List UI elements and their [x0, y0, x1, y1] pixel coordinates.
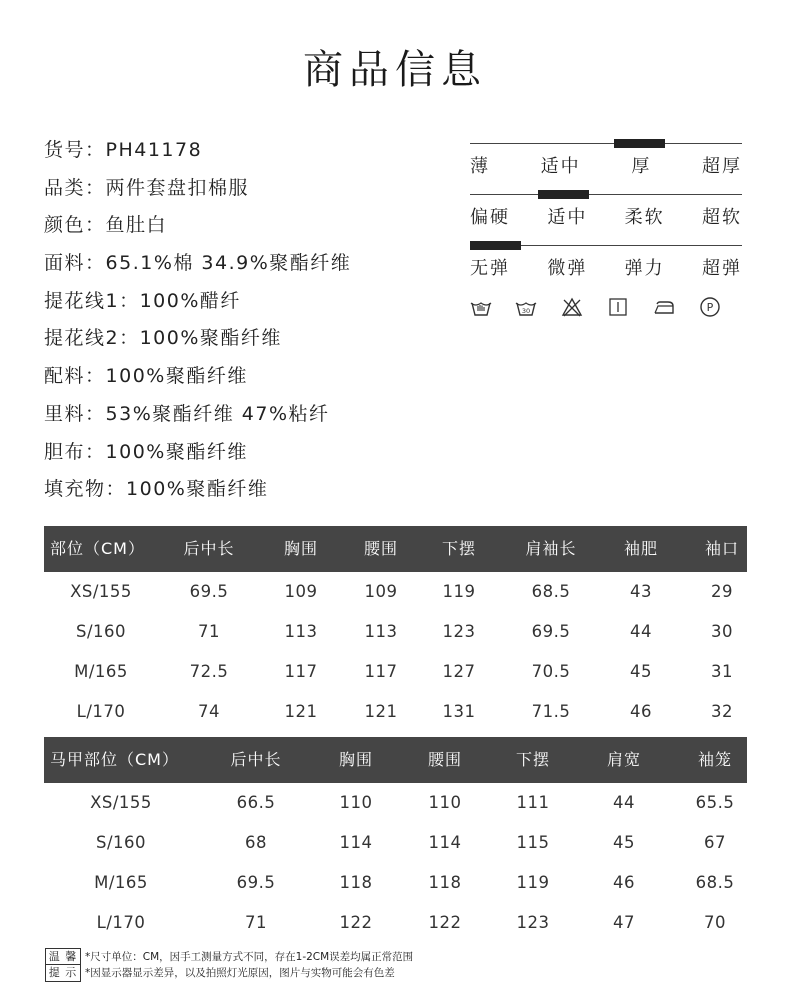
scale-label: 弹力 [624, 258, 665, 279]
info-row [44, 436, 444, 474]
info-row [44, 209, 444, 247]
size-cell: M/165 [74, 662, 128, 681]
measure-cell: 68.5 [695, 873, 735, 892]
measure-cell: 114 [339, 833, 373, 852]
info-label: 颜色： [44, 214, 106, 237]
table-row [44, 692, 747, 732]
measure-cell: 119 [442, 582, 476, 601]
info-label: 提花线1： [44, 289, 140, 312]
table-body [44, 572, 747, 732]
size-cell: L/170 [76, 702, 126, 721]
header-cell: 马甲部位（CM） [50, 750, 179, 769]
line-dry-icon [607, 296, 629, 318]
measure-cell: 31 [711, 662, 733, 681]
measure-cell: 131 [442, 702, 476, 721]
measure-cell: 71.5 [531, 702, 571, 721]
info-row [44, 247, 444, 285]
size-cell: XS/155 [70, 582, 132, 601]
scale-label: 无弹 [470, 258, 510, 279]
scale-label: 微弹 [547, 258, 588, 279]
measure-cell: 66.5 [236, 793, 276, 812]
measure-cell: 68 [245, 833, 267, 852]
measure-cell: 68.5 [531, 582, 571, 601]
measure-cell: 30 [711, 622, 733, 641]
header-cell: 后中长 [183, 539, 235, 558]
measure-cell: 117 [284, 662, 318, 681]
measure-cell: 44 [630, 622, 652, 641]
measure-cell: 72.5 [189, 662, 229, 681]
info-value: 100%聚酯纤维 [139, 327, 282, 350]
size-cell: XS/155 [90, 793, 152, 812]
table-row [44, 863, 747, 903]
tips-label-bottom: 提 示 [46, 964, 80, 980]
info-row [44, 473, 444, 511]
info-label: 面料： [44, 252, 106, 275]
header-cell: 腰围 [427, 750, 463, 769]
info-row [44, 285, 444, 323]
info-value: 100%聚酯纤维 [126, 478, 269, 501]
scale-label: 超弹 [701, 258, 742, 279]
measure-cell: 118 [428, 873, 462, 892]
measure-cell: 113 [284, 622, 318, 641]
scale-line [470, 194, 742, 195]
measure-cell: 45 [613, 833, 635, 852]
softness-scale [470, 189, 742, 240]
info-value: 两件套盘扣棉服 [105, 176, 250, 199]
page-title: 商品信息 [303, 47, 487, 93]
table-row [44, 612, 747, 652]
table-row [44, 572, 747, 612]
info-row [44, 322, 444, 360]
header-cell: 下摆 [441, 539, 477, 558]
info-label: 配料： [44, 365, 106, 388]
table-header [44, 737, 747, 783]
measure-cell: 47 [613, 913, 635, 932]
measure-cell: 118 [339, 873, 373, 892]
measure-cell: 74 [198, 702, 220, 721]
header-cell: 部位（CM） [50, 539, 145, 558]
info-value: PH41178 [105, 139, 203, 161]
info-value: 100%聚酯纤维 [105, 440, 248, 463]
measure-cell: 32 [711, 702, 733, 721]
scale-label: 超厚 [701, 156, 742, 177]
measure-cell: 127 [442, 662, 476, 681]
measure-cell: 71 [245, 913, 267, 932]
measure-cell: 122 [339, 913, 373, 932]
header-cell: 胸围 [338, 750, 374, 769]
tip-note: *尺寸单位：CM，因手工测量方式不同，存在1-2CM误差均属正常范围 [85, 951, 414, 963]
do-not-bleach-icon [561, 296, 583, 318]
header-cell: 下摆 [515, 750, 551, 769]
info-label: 品类： [44, 176, 106, 199]
header-cell: 袖笼 [697, 750, 733, 769]
measure-cell: 69.5 [531, 622, 571, 641]
table-row [44, 783, 747, 823]
product-info-list [44, 134, 444, 511]
scale-label: 适中 [547, 207, 588, 228]
measure-cell: 109 [284, 582, 318, 601]
measure-cell: 70.5 [531, 662, 571, 681]
info-row [44, 134, 444, 172]
header-cell: 袖肥 [623, 539, 659, 558]
measure-cell: 114 [428, 833, 462, 852]
table-header [44, 526, 747, 572]
measure-cell: 119 [516, 873, 550, 892]
info-label: 胆布： [44, 440, 106, 463]
measure-cell: 65.5 [695, 793, 735, 812]
table-row [44, 903, 747, 943]
measure-cell: 69.5 [236, 873, 276, 892]
info-label: 里料： [44, 402, 106, 425]
table-row [44, 823, 747, 863]
measure-cell: 46 [630, 702, 652, 721]
measure-cell: 111 [516, 793, 550, 812]
tips-notes [85, 949, 413, 981]
scale-marker [470, 241, 521, 250]
size-cell: S/160 [95, 833, 147, 852]
elasticity-scale [470, 240, 742, 291]
scale-marker [538, 190, 589, 199]
measure-cell: 115 [516, 833, 550, 852]
info-value: 53%聚酯纤维 47%粘纤 [105, 402, 330, 425]
info-row [44, 398, 444, 436]
size-cell: M/165 [94, 873, 148, 892]
header-cell: 腰围 [363, 539, 399, 558]
care-symbols [470, 296, 730, 320]
measure-cell: 29 [711, 582, 733, 601]
measure-cell: 71 [198, 622, 220, 641]
measure-cell: 46 [613, 873, 635, 892]
measure-cell: 110 [428, 793, 462, 812]
scale-marker [614, 139, 665, 148]
table-row [44, 652, 747, 692]
size-cell: S/160 [75, 622, 127, 641]
measure-cell: 123 [442, 622, 476, 641]
tip-note: *因显示器显示差异，以及拍照灯光原因，图片与实物可能会有色差 [85, 967, 395, 979]
scale-label: 厚 [631, 156, 652, 177]
info-value: 鱼肚白 [105, 214, 168, 237]
measure-cell: 123 [516, 913, 550, 932]
tips-label-top: 温 馨 [48, 950, 78, 963]
size-cell: L/170 [96, 913, 146, 932]
hand-wash-icon [470, 296, 492, 318]
info-row [44, 172, 444, 210]
measure-cell: 69.5 [189, 582, 229, 601]
info-label: 货号： [44, 139, 106, 161]
info-value: 100%聚酯纤维 [105, 365, 248, 388]
measure-cell: 109 [364, 582, 398, 601]
dry-clean-text: P [706, 301, 714, 314]
scale-line [470, 143, 742, 144]
measure-cell: 110 [339, 793, 373, 812]
scale-label: 偏硬 [470, 207, 510, 228]
footer-tips [45, 948, 745, 982]
measure-cell: 117 [364, 662, 398, 681]
measure-cell: 122 [428, 913, 462, 932]
info-value: 65.1%棉 34.9%聚酯纤维 [105, 252, 352, 275]
thickness-scale [470, 138, 742, 189]
measure-cell: 44 [613, 793, 635, 812]
scale-label: 柔软 [624, 207, 665, 228]
machine-wash-30-icon [515, 296, 537, 318]
header-cell: 肩宽 [606, 750, 642, 769]
info-label: 提花线2： [44, 327, 140, 350]
measure-cell: 113 [364, 622, 398, 641]
dry-clean-p-icon [699, 296, 721, 318]
header-cell: 肩袖长 [525, 539, 577, 558]
header-cell: 袖口 [704, 539, 740, 558]
info-row [44, 360, 444, 398]
size-table-main [44, 526, 747, 732]
measure-cell: 121 [284, 702, 318, 721]
scale-label: 超软 [701, 207, 742, 228]
measure-cell: 45 [630, 662, 652, 681]
fabric-scales [470, 138, 742, 291]
measure-cell: 43 [630, 582, 652, 601]
tips-box [45, 948, 81, 982]
measure-cell: 121 [364, 702, 398, 721]
measure-cell: 67 [704, 833, 726, 852]
header-cell: 后中长 [230, 750, 282, 769]
info-label: 填充物： [44, 478, 127, 501]
table-body [44, 783, 747, 943]
size-table-vest [44, 737, 747, 943]
scale-label: 薄 [470, 156, 490, 177]
header-cell: 胸围 [283, 539, 319, 558]
info-value: 100%醋纤 [139, 289, 241, 312]
scale-label: 适中 [540, 156, 581, 177]
measure-cell: 70 [704, 913, 726, 932]
wash-temp-text: 30 [521, 307, 531, 316]
iron-low-icon [653, 296, 675, 318]
